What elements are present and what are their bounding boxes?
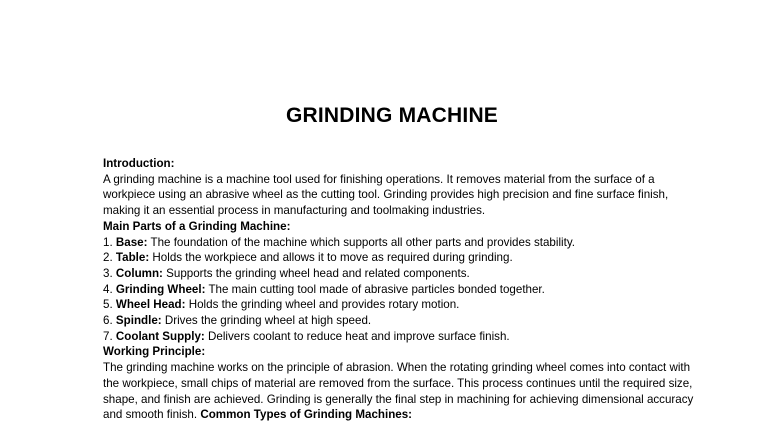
working-principle-heading: Working Principle: — [103, 345, 206, 359]
item-number: 3. — [103, 266, 113, 280]
main-parts-list — [103, 235, 703, 345]
page-title: GRINDING MACHINE — [285, 104, 499, 127]
item-description: Drives the grinding wheel at high speed. — [164, 314, 372, 328]
main-parts-heading: Main Parts of a Grinding Machine: — [103, 219, 291, 233]
introduction-heading: Introduction: — [103, 157, 175, 170]
list-item — [103, 282, 703, 298]
item-description: The main cutting tool made of abrasive particles bonded together. — [208, 282, 545, 296]
document-body — [103, 156, 703, 423]
introduction-paragraph: A grinding machine is a machine tool used for finishing operations. It removes material from the surface of a workpiece using an abrasive wheel as the cutting tool. Grinding provides high precision and fine surface finish, making it an essential process in manufacturing and toolmaking industries. — [103, 172, 669, 218]
working-principle-paragraph — [103, 360, 703, 423]
list-item — [103, 329, 703, 345]
list-item — [103, 266, 703, 282]
item-number: 6. — [103, 314, 113, 328]
item-number: 4. — [103, 282, 113, 296]
item-description: Delivers coolant to reduce heat and improve surface finish. — [208, 329, 510, 343]
item-term: Base: — [115, 235, 148, 249]
item-term: Grinding Wheel: — [115, 282, 206, 296]
list-item — [103, 250, 703, 266]
item-term: Coolant Supply: — [115, 329, 205, 343]
list-item — [103, 297, 703, 313]
list-item — [103, 313, 703, 329]
item-term: Spindle: — [115, 314, 162, 328]
item-term: Column: — [115, 266, 163, 280]
item-term: Wheel Head: — [115, 298, 186, 312]
item-description: Holds the workpiece and allows it to move as required during grinding. — [152, 251, 513, 265]
item-term: Table: — [115, 251, 150, 265]
item-number: 1. — [103, 235, 113, 249]
item-number: 7. — [103, 329, 113, 343]
working-principle-text: The grinding machine works on the principle of abrasion. When the rotating grinding wheel comes into contact with the workpiece, small chips of material are removed from the surface. This process continues until the required size, shape, and finish are achieved. Grinding is generally the final step in machining for achieving dimensional accuracy and smooth finish. — [103, 361, 694, 422]
item-description: The foundation of the machine which supports all other parts and provides stability. — [150, 235, 575, 249]
list-item — [103, 235, 703, 251]
item-number: 2. — [103, 251, 113, 265]
common-types-heading: Common Types of Grinding Machines: — [200, 408, 413, 422]
item-number: 5. — [103, 298, 113, 312]
item-description: Holds the grinding wheel and provides rotary motion. — [188, 298, 460, 312]
item-description: Supports the grinding wheel head and related components. — [166, 266, 470, 280]
